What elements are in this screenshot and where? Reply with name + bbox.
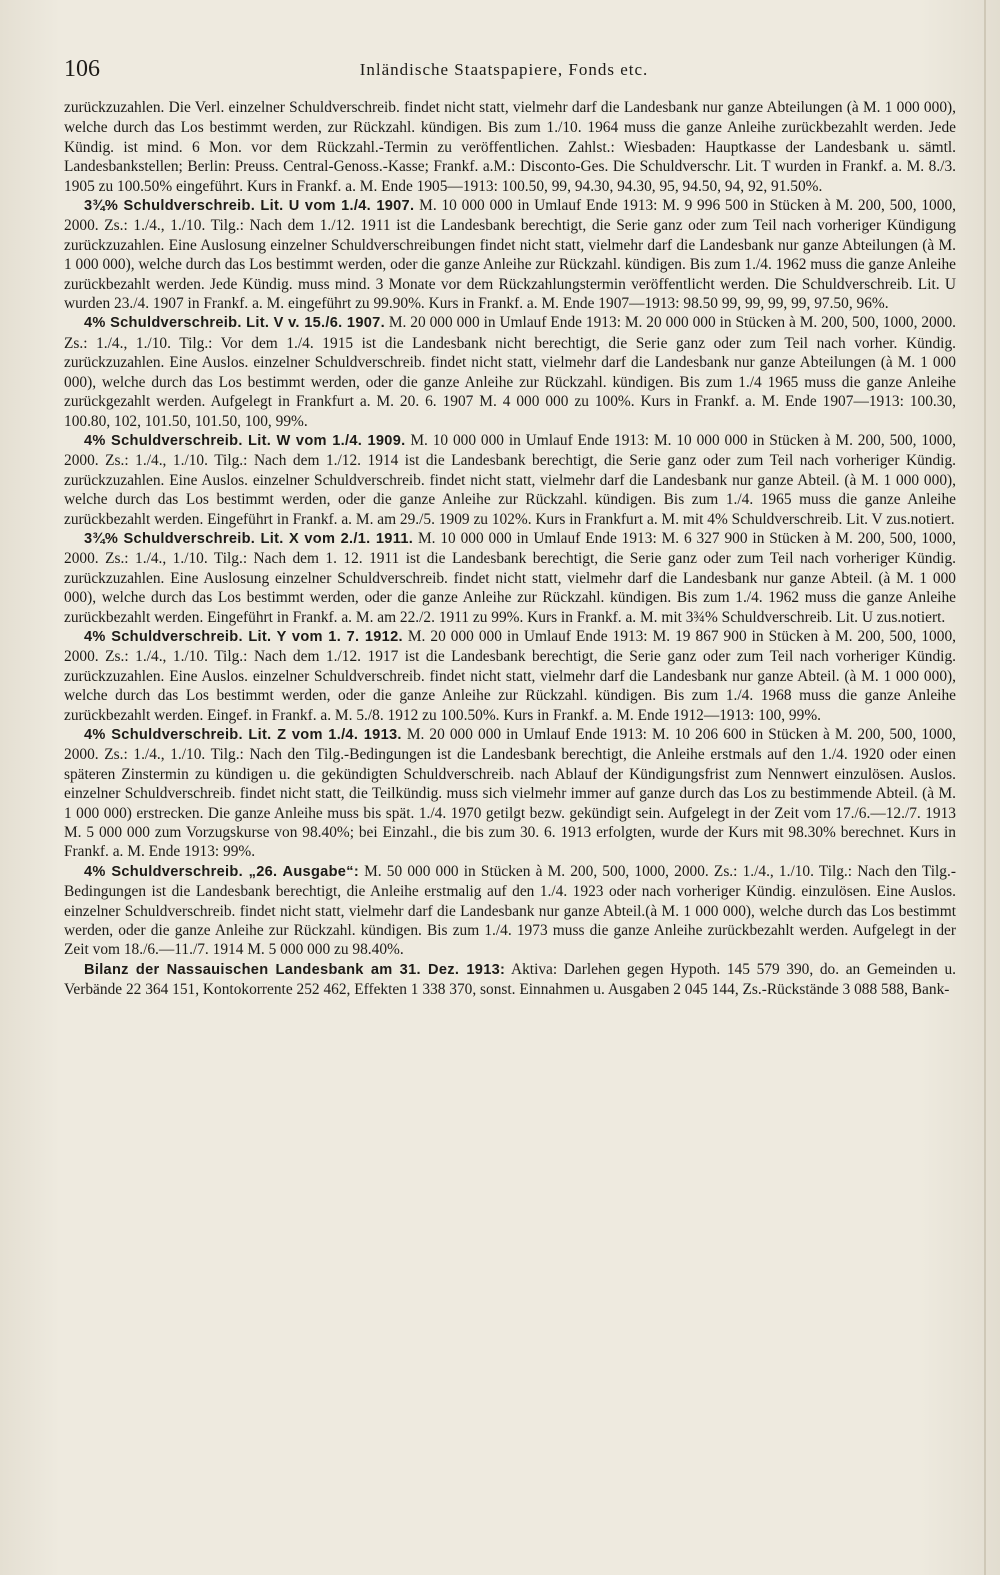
page-number: 106 bbox=[64, 56, 100, 82]
entry-text: M. 50 000 000 in Stücken à M. 200, 500, 1000, 2000. Zs.: 1./4., 1./10. Tilg.: Nach den Tilg.-Bedingungen ist die Landesbank berechtigt, die Anleihe erstmalig auf den 1./4. 1923 oder nach vorheriger Kündig. einzulösen. Eine Auslos. einzelner Schuldverschreib. findet nicht statt, vielmehr darf die Landesbank nur ganze Abteil.(à M. 1 000 000), welche durch das Los bestimmt werden, oder die ganze Anleihe zur Rückzahl. kündigen. Bis zum 1./4. 1973 muss die ganze Anleihe zurückbezahlt werden. Aufgelegt in der Zeit vom 18./6.—11./7. 1914 M. 5 000 000 zu 98.40%. bbox=[64, 862, 956, 959]
paragraph bbox=[64, 431, 956, 529]
paragraph bbox=[64, 529, 956, 627]
entry-heading: Bilanz der Nassauischen Landesbank am 31. Dez. 1913: bbox=[84, 961, 506, 978]
page-body bbox=[64, 98, 956, 1000]
entry-text: zurückzuzahlen. Die Verl. einzelner Schuldverschreib. findet nicht statt, vielmehr darf die Landesbank nur ganze Abteilungen (à M. 1 000 000), welche durch das Los bestimmt werden, zur Rückzahl. kündigen. Bis zum 1./10. 1964 muss die ganze Anleihe zurückbezahlt werden. Jede Kündig. ist mind. 6 Mon. vor dem Rückzahl.-Termin zu veröffentlichen. Zahlst.: Wiesbaden: Hauptkasse der Landesbank u. sämtl. Landesbankstellen; Berlin: Preuss. Central-Genoss.-Kasse; Frankf. a.M.: Disconto-Ges. Die Schuldverschr. Lit. T wurden in Frankf. a. M. 8./3. 1905 zu 100.50% eingeführt. Kurs in Frankf. a. M. Ende 1905—1913: 100.50, 99, 94.30, 94.30, 95, 94.50, 94, 92, 91.50%. bbox=[64, 99, 956, 195]
entry-heading: 4% Schuldverschreib. Lit. W vom 1./4. 1909. bbox=[84, 432, 406, 449]
paragraph bbox=[64, 196, 956, 313]
entry-heading: 4% Schuldverschreib. „26. Ausgabe“: bbox=[84, 863, 359, 880]
page-edge-shadow bbox=[984, 0, 986, 1575]
entry-heading: 3¾% Schuldverschreib. Lit. U vom 1./4. 1907. bbox=[84, 198, 415, 215]
entry-text: M. 20 000 000 in Umlauf Ende 1913: M. 19 867 900 in Stücken à M. 200, 500, 1000, 2000. Zs.: 1./4., 1./10. Tilg.: Nach dem 1./12. 1917 ist die Landesbank berechtigt, die Serie ganz oder zum Teil nach vorheriger Kündig. zurückzuzahlen. Eine Auslos. einzelner Schuldverschreib. findet nicht statt, vielmehr darf die Landesbank nur ganze Abteil. (à M. 1 000 000), welche durch das Los bestimmt werden, oder die ganze Anleihe zur Rückzahl. kündigen. Bis zum 1./4. 1968 muss die ganze Anleihe zurückbezahlt werden. Eingef. in Frankf. a. M. 5./8. 1912 zu 100.50%. Kurs in Frankf. a. M. Ende 1912—1913: 100, 99%. bbox=[64, 627, 956, 724]
entry-heading: 4% Schuldverschreib. Lit. Z vom 1./4. 1913. bbox=[84, 727, 402, 743]
paragraph bbox=[64, 960, 956, 1000]
entry-text: M. 20 000 000 in Umlauf Ende 1913: M. 20 000 000 in Stücken à M. 200, 500, 1000, 2000. Zs.: 1./4., 1./10. Tilg.: Vor dem 1./4. 1915 ist die Landesbank nicht berechtigt, die Serie ganz oder zum Teil nach vorher. Kündig. zurückzuzahlen. Eine Auslos. einzelner Schuldverschreib. findet nicht statt, vielmehr darf die Landesbank nur ganze Abteilungen (à M. 1 000 000), welche durch das Los bestimmt werden, oder die ganze Anleihe zur Rückzahl. kündigen. Bis zum 1./4 1965 muss die ganze Anleihe zurückgezahlt werden. Aufgelegt in Frankfurt a. M. 20. 6. 1907 M. 4 000 000 zu 100%. Kurs in Frankf. a. M. Ende 1907—1913: 100.30, 100.80, 102, 101.50, 101.50, 100, 99%. bbox=[64, 314, 956, 430]
paragraph bbox=[64, 98, 956, 196]
paragraph bbox=[64, 313, 956, 430]
entry-text: M. 10 000 000 in Umlauf Ende 1913: M. 9 996 500 in Stücken à M. 200, 500, 1000, 2000. Zs.: 1./4., 1./10. Tilg.: Nach dem 1./12. 1911 ist die Landesbank berechtigt, die Serie ganz oder zum Teil nach vorheriger Kündigung zurückzuzahlen. Eine Auslosung einzelner Schuldverschreibungen findet nicht statt, vielmehr darf die Landesbank nur ganze Abteilungen (à M. 1 000 000), welche durch das Los bestimmt werden, oder die ganze Anleihe zur Rückzahl. kündigen. Bis zum 1./4. 1962 muss die ganze Anleihe zurückbezahlt werden. Jede Kündig. muss mind. 3 Monate vor dem Rückzahlungstermin veröffentlicht werden. Die Schuldverschreib. Lit. U wurden 23./4. 1907 in Frankf. a. M. eingeführt zu 99.90%. Kurs in Frankf. a. M. Ende 1907—1913: 98.50 99, 99, 99, 99, 97.50, 96%. bbox=[64, 197, 957, 313]
entry-heading: 4% Schuldverschreib. Lit. Y vom 1. 7. 1912. bbox=[84, 628, 403, 645]
running-head: Inländische Staatspapiere, Fonds etc. bbox=[359, 60, 649, 79]
paragraph bbox=[64, 862, 956, 960]
paragraph bbox=[64, 627, 956, 725]
paragraph bbox=[64, 725, 956, 862]
entry-heading: 4% Schuldverschreib. Lit. V v. 15./6. 1907. bbox=[84, 315, 385, 332]
entry-text: M. 20 000 000 in Umlauf Ende 1913: M. 10 206 600 in Stücken à M. 200, 500, 1000, 2000. Zs.: 1./4., 1./10. Tilg.: Nach den Tilg.-Bedingungen ist die Landesbank berechtigt, die Anleihe erstmals auf den 1./4. 1920 oder einen späteren Zinstermin zu kündigen u. die gekündigten Schuldverschreib. nach Ablauf der Kündigungsfrist zum Nennwert einzulösen. Auslos. einzelner Schuldverschreib. findet nicht statt, die Teilkündig. muss sich vielmehr immer auf ganze durch das Los zu bestimmende Abteil. (à M. 1 000 000) erstrecken. Die ganze Anleihe muss bis spät. 1./4. 1970 getilgt bezw. gekündigt sein. Aufgelegt in der Zeit vom 17./6.—12./7. 1913 M. 5 000 000 zum Vorzugskurse von 98.40%; bei Einzahl., die bis zum 30. 6. 1913 erfolgten, wurde der Kurs mit 98.30% berechnet. Kurs in Frankf. a. M. Ende 1913: 99%. bbox=[64, 726, 956, 861]
entry-heading: 3¾% Schuldverschreib. Lit. X vom 2./1. 1911. bbox=[84, 530, 414, 547]
entry-text: M. 10 000 000 in Umlauf Ende 1913: M. 6 327 900 in Stücken à M. 200, 500, 1000, 2000. Zs.: 1./4., 1./10. Tilg.: Nach dem 1. 12. 1911 ist die Landesbank berechtigt, die Serie ganz oder zum Teil nach vorheriger Kündig. zurückzuzahlen. Eine Auslosung einzelner Schuldverschreib. findet nicht statt, vielmehr darf die Landesbank nur ganze Abteil. (à M. 1 000 000), welche durch das Los bestimmt werden, oder die ganze Anleihe zur Rückzahl. kündigen. Bis zum 1./4. 1962 muss die ganze Anleihe zurückbezahlt werden. Eingeführt in Frankf. a. M. am 22./2. 1911 zu 99%. Kurs in Frankf. a. M. mit 3¾% Schuldverschreib. Lit. U zus.notiert. bbox=[64, 529, 956, 626]
page-header bbox=[64, 56, 944, 88]
entry-text: Aktiva: Darlehen gegen Hypoth. 145 579 390, do. an Gemeinden u. Verbände 22 364 151, Kontokorrente 252 462, Effekten 1 338 370, sonst. Einnahmen u. Ausgaben 2 045 144, Zs.-Rückstände 3 088 588, Bank- bbox=[64, 960, 957, 999]
entry-text: M. 10 000 000 in Umlauf Ende 1913: M. 10 000 000 in Stücken à M. 200, 500, 1000, 2000. Zs.: 1./4., 1./10. Tilg.: Nach dem 1./12. 1914 ist die Landesbank berechtigt, die Serie ganz oder zum Teil nach vorheriger Kündig. zurückzuzahlen. Eine Auslos. einzelner Schuldverschreib. findet nicht statt, vielmehr darf die Landesbank nur ganze Abteil. (à M. 1 000 000), welche durch das Los bestimmt werden, oder die ganze Anleihe zur Rückzahl. kündigen. Bis zum 1./4. 1965 muss die ganze Anleihe zurückbezahlt werden. Eingeführt in Frankf. a. M. am 29./5. 1909 zu 102%. Kurs in Frankfurt a. M. mit 4% Schuldverschreib. Lit. V zus.notiert. bbox=[64, 431, 956, 528]
